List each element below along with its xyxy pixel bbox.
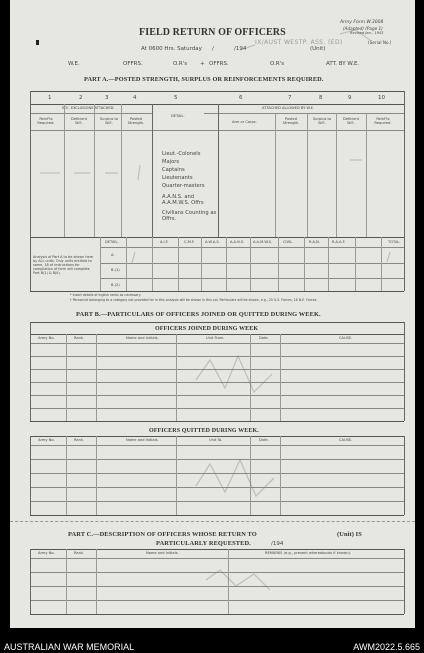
quitted-head-unit-to: Unit To.	[209, 438, 223, 442]
offrs-label-2: OFFRS.	[209, 61, 229, 67]
nil-scribble	[196, 356, 272, 392]
rank-aans-aamws: A.A.N.S. and A.A.M.W.S. Offrs	[162, 194, 204, 206]
footer-accession-number: AWM2022.5.665	[353, 642, 420, 652]
part-a-title: PART A.—POSTED STRENGTH, SURPLUS OR REINFORCEMENTS REQUIRED.	[84, 76, 324, 83]
col-num-3: 3	[105, 95, 109, 101]
date-stroke	[240, 45, 255, 50]
rank-civilians: Civilians Counting as Offrs.	[162, 210, 217, 222]
col-num-8: 8	[319, 95, 323, 101]
analysis-head-raaf: R.A.A.F.	[332, 240, 346, 244]
revised-note: Revised Jan., 1943	[350, 31, 384, 35]
rank-lieut-colonels: Lieut.-Colonels	[162, 151, 201, 157]
number-scribble	[340, 30, 370, 40]
col-num-9: 9	[348, 95, 352, 101]
analysis-row-b2: B.(2)	[111, 283, 120, 287]
analysis-head-ran: R.A.N.	[309, 240, 320, 244]
part-c-head-remarks: REMARKS (e.g., present whereabouts if known).	[265, 551, 352, 555]
joined-head-unit-from: Unit From.	[206, 336, 225, 340]
analysis-head-aif: A.I.F.	[160, 240, 169, 244]
joined-head-cause: CAUSE.	[339, 336, 353, 340]
head-deficient-right: Deficient W.E.	[342, 117, 360, 125]
handwriting-overlay	[10, 0, 415, 628]
head-arm-or-corps: Arm or Corps.	[232, 120, 257, 124]
adapted-note: (Adapted) (Page 1)	[343, 26, 383, 31]
plus-sign: +	[200, 61, 205, 67]
rank-majors: Majors	[162, 159, 180, 165]
quitted-head-date: Date.	[259, 438, 269, 442]
analysis-head-aamws: A.A.M.W.S.	[253, 240, 273, 244]
head-posted-left: Posted Strength.	[127, 117, 145, 125]
quitted-head-name: Name and Initials.	[126, 438, 159, 442]
tick-stroke	[138, 165, 140, 180]
joined-head-rank: Rank.	[74, 336, 85, 340]
analysis-head-detail: DETAIL.	[105, 240, 119, 244]
unit-label: (Unit)	[310, 46, 326, 52]
detail-heading: DETAIL.	[171, 114, 185, 118]
col-num-2: 2	[79, 95, 83, 101]
unit-stamp: IX/AUST WESTP. ASS. (ED)	[255, 39, 343, 46]
footer-institution: AUSTRALIAN WAR MEMORIAL	[4, 642, 135, 652]
head-surplus-left: Surplus to W.E.	[99, 117, 119, 125]
part-c-unit-is: (Unit) IS	[337, 531, 362, 538]
col-num-1: 1	[48, 95, 52, 101]
head-reinf-required-right: Reinf'ts Required.	[374, 117, 392, 125]
part-c-head-rank: Rank.	[74, 551, 85, 555]
analysis-head-total: TOTAL.	[388, 240, 401, 244]
head-surplus-right: Surplus to W.E.	[312, 117, 332, 125]
analysis-head-civil: CIVIL.	[283, 240, 294, 244]
time-line: At 0600 Hrs. Saturday	[141, 46, 202, 52]
tick-stroke	[387, 252, 390, 262]
head-posted-right: Posted Strength.	[282, 117, 300, 125]
we-label: W.E.	[68, 61, 80, 67]
col-num-7: 7	[288, 95, 292, 101]
date-slash-2: /194	[234, 46, 247, 52]
part-c-date-slash: /194	[271, 541, 284, 547]
rank-quartermasters: Quarter-masters	[162, 183, 205, 189]
joined-head-army-no: Army No.	[38, 336, 55, 340]
analysis-row-a: A.	[111, 253, 115, 257]
form-sheet	[10, 0, 415, 628]
tick-stroke	[132, 252, 135, 263]
archive-footer	[0, 628, 424, 653]
nil-scribble	[196, 460, 274, 496]
date-slash-1: /	[212, 46, 214, 52]
army-form-number: Army Form W.3008	[340, 20, 384, 25]
col-num-5: 5	[174, 95, 178, 101]
part-c-head-name: Name and Initials.	[146, 551, 179, 555]
we-exclusions-heading: W.E. EXCLUSIONS ATTACHED.	[62, 106, 115, 110]
part-c-head-army-no: Army No.	[38, 551, 55, 555]
head-deficient-left: Deficient W.E.	[70, 117, 88, 125]
ors-label-2: O.R's	[270, 61, 285, 67]
analysis-note: Analysis of Part A to be shown here by ALL units. Only units entitled to same, 18 of instructions for compilation of form will complete Part B(1) & B(II).	[33, 255, 93, 276]
joined-title: OFFICERS JOINED DURING WEEK	[155, 326, 259, 332]
head-reinf-required-left: Reinf'ts Required.	[37, 117, 55, 125]
quitted-head-army-no: Army No.	[38, 438, 55, 442]
part-c-title-line1: PART C.—DESCRIPTION OF OFFICERS WHOSE RETURN TO	[68, 531, 257, 538]
analysis-head-aans: A.A.N.S.	[230, 240, 245, 244]
col-num-10: 10	[378, 95, 385, 101]
analysis-head-cmf: C.M.F.	[184, 240, 195, 244]
nil-scribble	[206, 570, 270, 590]
offrs-label-1: OFFRS.	[123, 61, 143, 67]
joined-head-date: Date.	[259, 336, 269, 340]
part-b-title: PART B.—PARTICULARS OF OFFICERS JOINED OR QUITTED DURING WEEK.	[76, 311, 321, 318]
joined-head-name: Name and Initials.	[126, 336, 159, 340]
att-by-we-label: ATT. BY W.E.	[326, 61, 360, 67]
quitted-title: OFFICERS QUITTED DURING WEEK.	[149, 428, 259, 434]
quitted-head-cause: CAUSE.	[339, 438, 353, 442]
col-num-4: 4	[133, 95, 137, 101]
rank-captains: Captains	[162, 167, 185, 173]
rank-lieutenants: Lieutenants	[162, 175, 193, 181]
serial-no-label: (Serial No.)	[368, 40, 392, 45]
col-num-6: 6	[239, 95, 243, 101]
ors-label-1: O.R's	[173, 61, 188, 67]
analysis-head-awas: A.W.A.S.	[205, 240, 220, 244]
attached-allowed-heading: ATTACHED ALLOWED BY W.E.	[262, 106, 315, 110]
footnote-1: * Insert details of Inglish ranks as necessary.	[70, 293, 142, 297]
analysis-row-b1: B.(1)	[111, 268, 120, 272]
quitted-head-rank: Rank.	[74, 438, 85, 442]
form-title: FIELD RETURN OF OFFICERS	[139, 27, 286, 38]
part-c-title-line2: PARTICULARLY REQUESTED.	[156, 540, 251, 547]
footnote-2: † Personnel belonging to a category not provided for in this analysis will be shown in this col. Particulars will be shown, e.g., 25 U.S. Forces, 16 N.E. Forces.	[70, 298, 318, 302]
